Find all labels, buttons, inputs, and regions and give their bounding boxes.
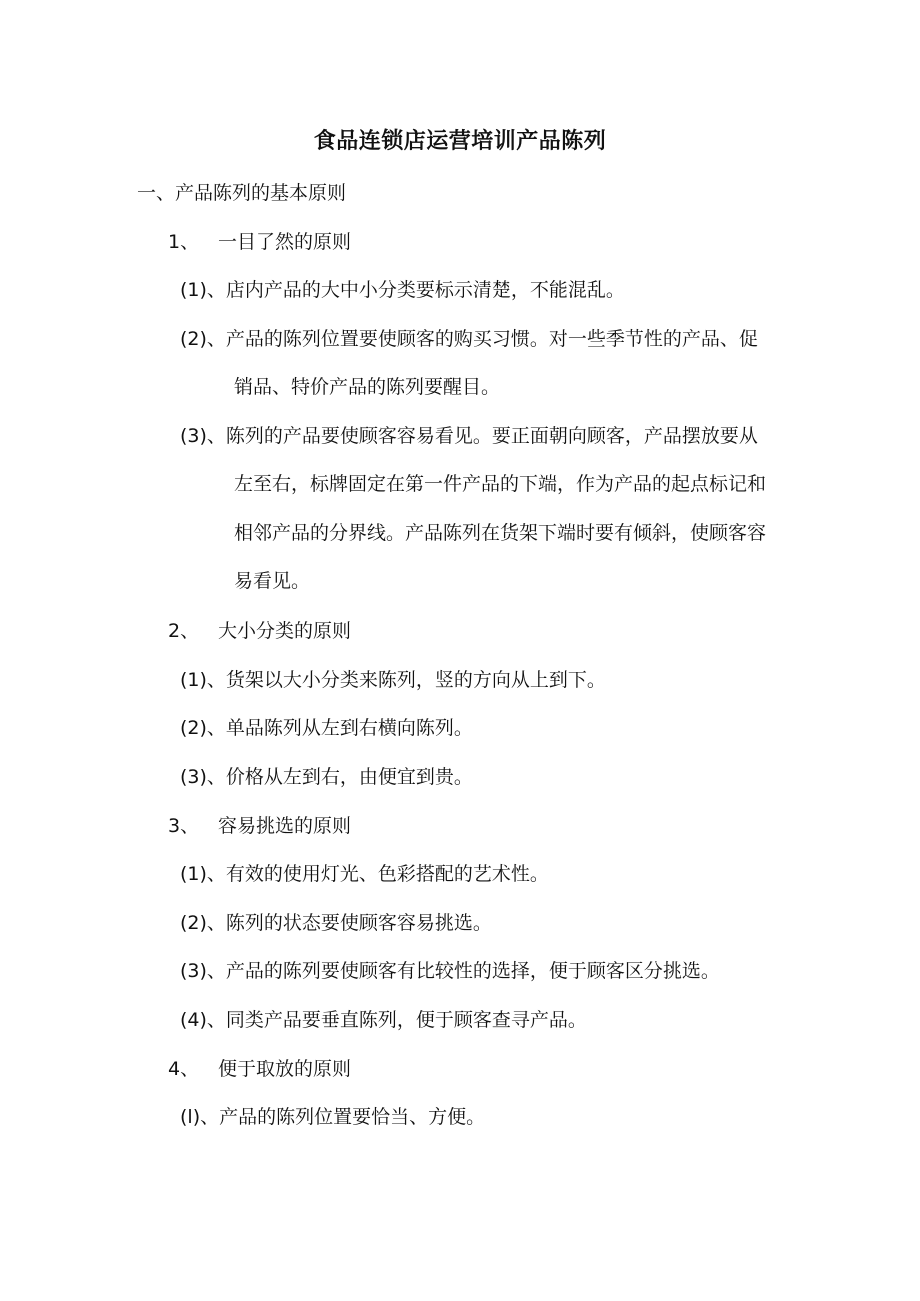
list-item-continuation: 相邻产品的分界线。产品陈列在货架下端时要有倾斜，使顾客容 bbox=[234, 522, 767, 544]
subsection-heading: 容易挑选的原则 bbox=[218, 815, 352, 837]
list-item: (3)、陈列的产品要使顾客容易看见。要正面朝向顾客，产品摆放要从 bbox=[180, 425, 758, 447]
list-item: (3)、产品的陈列要使顾客有比较性的选择，便于顾客区分挑选。 bbox=[180, 960, 720, 982]
list-item: (l)、产品的陈列位置要恰当、方便。 bbox=[180, 1106, 486, 1128]
section-heading: 一、产品陈列的基本原则 bbox=[137, 182, 347, 204]
list-item-continuation: 销品、特价产品的陈列要醒目。 bbox=[234, 376, 501, 398]
subsection-number: 1、 bbox=[168, 231, 200, 253]
list-item: (4)、同类产品要垂直陈列，便于顾客查寻产品。 bbox=[180, 1009, 587, 1031]
list-item: (2)、单品陈列从左到右横向陈列。 bbox=[180, 717, 473, 739]
subsection-1 bbox=[168, 229, 351, 255]
subsection-heading: 一目了然的原则 bbox=[218, 231, 352, 253]
subsection-number: 3、 bbox=[168, 815, 200, 837]
list-item-continuation: 左至右，标牌固定在第一件产品的下端，作为产品的起点标记和 bbox=[234, 473, 767, 495]
subsection-number: 4、 bbox=[168, 1058, 200, 1080]
list-item: (3)、价格从左到右，由便宜到贵。 bbox=[180, 766, 473, 788]
subsection-4 bbox=[168, 1056, 351, 1082]
list-item: (1)、店内产品的大中小分类要标示清楚，不能混乱。 bbox=[180, 279, 625, 301]
subsection-3 bbox=[168, 813, 351, 839]
list-item: (2)、产品的陈列位置要使顾客的购买习惯。对一些季节性的产品、促 bbox=[180, 328, 758, 350]
list-item-continuation: 易看见。 bbox=[234, 570, 311, 592]
subsection-heading: 大小分类的原则 bbox=[218, 620, 352, 642]
list-item: (1)、货架以大小分类来陈列，竖的方向从上到下。 bbox=[180, 669, 606, 691]
list-item: (2)、陈列的状态要使顾客容易挑选。 bbox=[180, 912, 492, 934]
list-item: (1)、有效的使用灯光、色彩搭配的艺术性。 bbox=[180, 863, 549, 885]
subsection-heading: 便于取放的原则 bbox=[218, 1058, 352, 1080]
document-title: 食品连锁店运营培训产品陈列 bbox=[313, 129, 607, 154]
subsection-number: 2、 bbox=[168, 620, 200, 642]
subsection-2 bbox=[168, 618, 351, 644]
